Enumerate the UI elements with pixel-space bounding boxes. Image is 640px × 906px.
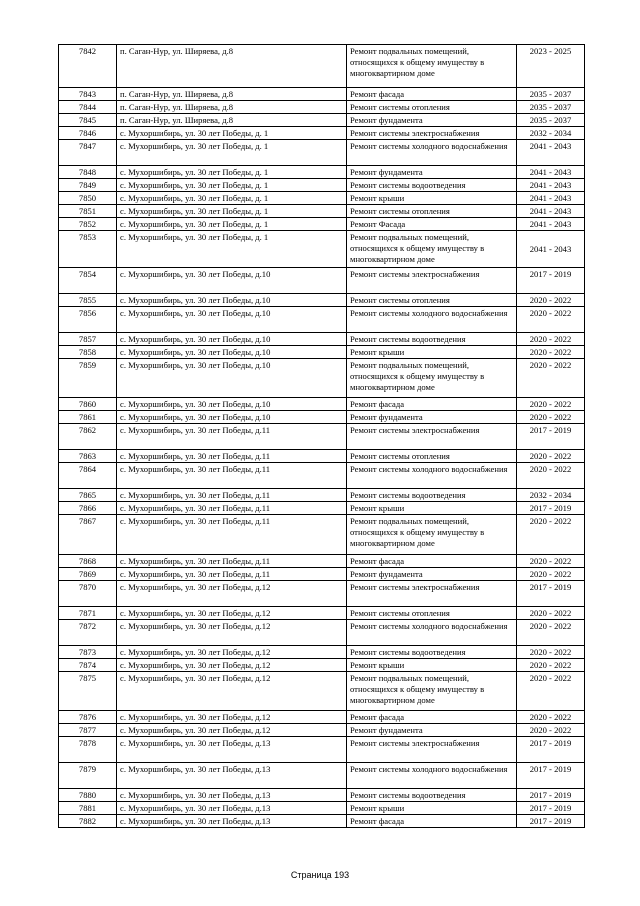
work-type-cell: Ремонт фундамента	[347, 568, 517, 581]
row-number-cell: 7880	[59, 789, 117, 802]
table-row	[59, 88, 585, 101]
work-type-cell: Ремонт крыши	[347, 192, 517, 205]
address-cell: с. Мухоршибирь, ул. 30 лет Победы, д. 1	[117, 192, 347, 205]
work-type-cell: Ремонт подвальных помещений, относящихся к общему имуществу в многоквартирном доме	[347, 231, 517, 268]
work-type-cell: Ремонт системы электроснабжения	[347, 424, 517, 450]
period-cell: 2020 - 2022	[517, 724, 585, 737]
row-number-cell: 7864	[59, 463, 117, 489]
row-number-cell: 7842	[59, 45, 117, 88]
period-cell: 2017 - 2019	[517, 737, 585, 763]
table-row	[59, 802, 585, 815]
row-number-cell: 7854	[59, 268, 117, 294]
address-cell: с. Мухоршибирь, ул. 30 лет Победы, д. 1	[117, 179, 347, 192]
period-cell: 2035 - 2037	[517, 101, 585, 114]
row-number-cell: 7855	[59, 294, 117, 307]
row-number-cell: 7851	[59, 205, 117, 218]
row-number-cell: 7862	[59, 424, 117, 450]
address-cell: с. Мухоршибирь, ул. 30 лет Победы, д.12	[117, 581, 347, 607]
table-row	[59, 359, 585, 398]
period-cell: 2041 - 2043	[517, 179, 585, 192]
table-row	[59, 268, 585, 294]
period-cell: 2020 - 2022	[517, 711, 585, 724]
address-cell: с. Мухоршибирь, ул. 30 лет Победы, д. 1	[117, 140, 347, 166]
page-number: Страница 193	[290, 870, 350, 880]
row-number-cell: 7876	[59, 711, 117, 724]
row-number-cell: 7881	[59, 802, 117, 815]
row-number-cell: 7865	[59, 489, 117, 502]
row-number-cell: 7882	[59, 815, 117, 828]
row-number-cell: 7875	[59, 672, 117, 711]
period-cell: 2017 - 2019	[517, 502, 585, 515]
work-type-cell: Ремонт крыши	[347, 346, 517, 359]
table-row	[59, 101, 585, 114]
address-cell: с. Мухоршибирь, ул. 30 лет Победы, д.11	[117, 568, 347, 581]
period-cell: 2020 - 2022	[517, 672, 585, 711]
address-cell: с. Мухоршибирь, ул. 30 лет Победы, д.10	[117, 398, 347, 411]
period-cell: 2032 - 2034	[517, 127, 585, 140]
work-type-cell: Ремонт крыши	[347, 502, 517, 515]
work-type-cell: Ремонт системы электроснабжения	[347, 581, 517, 607]
address-cell: с. Мухоршибирь, ул. 30 лет Победы, д.10	[117, 359, 347, 398]
table-row	[59, 502, 585, 515]
address-cell: с. Мухоршибирь, ул. 30 лет Победы, д.12	[117, 646, 347, 659]
address-cell: с. Мухоршибирь, ул. 30 лет Победы, д.10	[117, 411, 347, 424]
row-number-cell: 7869	[59, 568, 117, 581]
table-row	[59, 333, 585, 346]
row-number-cell: 7867	[59, 515, 117, 555]
work-type-cell: Ремонт системы электроснабжения	[347, 127, 517, 140]
row-number-cell: 7861	[59, 411, 117, 424]
address-cell: с. Мухоршибирь, ул. 30 лет Победы, д.13	[117, 737, 347, 763]
work-type-cell: Ремонт системы водоотведения	[347, 179, 517, 192]
work-type-cell: Ремонт системы отопления	[347, 294, 517, 307]
work-type-cell: Ремонт системы электроснабжения	[347, 737, 517, 763]
table-row	[59, 711, 585, 724]
period-cell: 2017 - 2019	[517, 581, 585, 607]
address-cell: с. Мухоршибирь, ул. 30 лет Победы, д.11	[117, 424, 347, 450]
work-type-cell: Ремонт системы холодного водоснабжения	[347, 140, 517, 166]
address-cell: с. Мухоршибирь, ул. 30 лет Победы, д.11	[117, 555, 347, 568]
period-cell: 2017 - 2019	[517, 268, 585, 294]
period-cell: 2032 - 2034	[517, 489, 585, 502]
period-cell: 2020 - 2022	[517, 620, 585, 646]
row-number-cell: 7843	[59, 88, 117, 101]
table-row	[59, 140, 585, 166]
row-number-cell: 7850	[59, 192, 117, 205]
work-type-cell: Ремонт фундамента	[347, 724, 517, 737]
table-row	[59, 127, 585, 140]
work-type-cell: Ремонт системы отопления	[347, 607, 517, 620]
row-number-cell: 7852	[59, 218, 117, 231]
work-type-cell: Ремонт фасада	[347, 711, 517, 724]
work-type-cell: Ремонт системы водоотведения	[347, 489, 517, 502]
work-type-cell: Ремонт фундамента	[347, 114, 517, 127]
table-row	[59, 659, 585, 672]
work-type-cell: Ремонт системы отопления	[347, 205, 517, 218]
work-type-cell: Ремонт системы холодного водоснабжения	[347, 763, 517, 789]
table-row	[59, 737, 585, 763]
table-row	[59, 307, 585, 333]
period-cell: 2020 - 2022	[517, 346, 585, 359]
table-row	[59, 166, 585, 179]
row-number-cell: 7844	[59, 101, 117, 114]
period-cell: 2041 - 2043	[517, 218, 585, 231]
table-row	[59, 179, 585, 192]
address-cell: с. Мухоршибирь, ул. 30 лет Победы, д.11	[117, 450, 347, 463]
repair-schedule-table	[58, 44, 585, 828]
address-cell: с. Мухоршибирь, ул. 30 лет Победы, д.12	[117, 672, 347, 711]
period-cell: 2020 - 2022	[517, 515, 585, 555]
period-cell: 2020 - 2022	[517, 333, 585, 346]
period-cell: 2017 - 2019	[517, 424, 585, 450]
address-cell: с. Мухоршибирь, ул. 30 лет Победы, д.13	[117, 802, 347, 815]
row-number-cell: 7857	[59, 333, 117, 346]
address-cell: с. Мухоршибирь, ул. 30 лет Победы, д. 1	[117, 231, 347, 268]
address-cell: п. Саган-Нур, ул. Ширяева, д.8	[117, 114, 347, 127]
row-number-cell: 7866	[59, 502, 117, 515]
period-cell: 2017 - 2019	[517, 815, 585, 828]
work-type-cell: Ремонт системы водоотведения	[347, 789, 517, 802]
table-row	[59, 763, 585, 789]
period-cell: 2020 - 2022	[517, 646, 585, 659]
work-type-cell: Ремонт крыши	[347, 659, 517, 672]
period-cell: 2017 - 2019	[517, 789, 585, 802]
period-cell: 2020 - 2022	[517, 555, 585, 568]
address-cell: с. Мухоршибирь, ул. 30 лет Победы, д.11	[117, 489, 347, 502]
table-body	[59, 45, 585, 828]
address-cell: с. Мухоршибирь, ул. 30 лет Победы, д.10	[117, 294, 347, 307]
row-number-cell: 7859	[59, 359, 117, 398]
period-cell: 2020 - 2022	[517, 359, 585, 398]
address-cell: с. Мухоршибирь, ул. 30 лет Победы, д. 1	[117, 218, 347, 231]
address-cell: с. Мухоршибирь, ул. 30 лет Победы, д.12	[117, 659, 347, 672]
row-number-cell: 7874	[59, 659, 117, 672]
table-row	[59, 192, 585, 205]
work-type-cell: Ремонт системы электроснабжения	[347, 268, 517, 294]
period-cell: 2020 - 2022	[517, 307, 585, 333]
period-cell: 2041 - 2043	[517, 231, 585, 268]
row-number-cell: 7868	[59, 555, 117, 568]
address-cell: с. Мухоршибирь, ул. 30 лет Победы, д.13	[117, 815, 347, 828]
address-cell: с. Мухоршибирь, ул. 30 лет Победы, д.13	[117, 763, 347, 789]
address-cell: с. Мухоршибирь, ул. 30 лет Победы, д. 1	[117, 205, 347, 218]
row-number-cell: 7849	[59, 179, 117, 192]
work-type-cell: Ремонт подвальных помещений, относящихся к общему имуществу в многоквартирном доме	[347, 515, 517, 555]
address-cell: с. Мухоршибирь, ул. 30 лет Победы, д.11	[117, 463, 347, 489]
work-type-cell: Ремонт фасада	[347, 88, 517, 101]
table-row	[59, 398, 585, 411]
period-cell: 2041 - 2043	[517, 205, 585, 218]
address-cell: с. Мухоршибирь, ул. 30 лет Победы, д.10	[117, 346, 347, 359]
row-number-cell: 7860	[59, 398, 117, 411]
work-type-cell: Ремонт фундамента	[347, 411, 517, 424]
work-type-cell: Ремонт Фасада	[347, 218, 517, 231]
table-row	[59, 346, 585, 359]
table-row	[59, 411, 585, 424]
table-row	[59, 515, 585, 555]
table-row	[59, 620, 585, 646]
table-row	[59, 450, 585, 463]
period-cell: 2041 - 2043	[517, 140, 585, 166]
row-number-cell: 7847	[59, 140, 117, 166]
row-number-cell: 7856	[59, 307, 117, 333]
table-row	[59, 581, 585, 607]
table-row	[59, 672, 585, 711]
table-row	[59, 294, 585, 307]
work-type-cell: Ремонт крыши	[347, 802, 517, 815]
address-cell: с. Мухоршибирь, ул. 30 лет Победы, д. 1	[117, 166, 347, 179]
address-cell: с. Мухоршибирь, ул. 30 лет Победы, д.12	[117, 620, 347, 646]
work-type-cell: Ремонт фасада	[347, 555, 517, 568]
period-cell: 2020 - 2022	[517, 450, 585, 463]
row-number-cell: 7878	[59, 737, 117, 763]
address-cell: с. Мухоршибирь, ул. 30 лет Победы, д.12	[117, 607, 347, 620]
table-row	[59, 218, 585, 231]
row-number-cell: 7871	[59, 607, 117, 620]
work-type-cell: Ремонт подвальных помещений, относящихся к общему имуществу в многоквартирном доме	[347, 45, 517, 88]
table-row	[59, 424, 585, 450]
table-row	[59, 114, 585, 127]
period-cell: 2035 - 2037	[517, 114, 585, 127]
period-cell: 2041 - 2043	[517, 192, 585, 205]
work-type-cell: Ремонт подвальных помещений, относящихся к общему имуществу в многоквартирном доме	[347, 359, 517, 398]
period-cell: 2020 - 2022	[517, 411, 585, 424]
period-cell: 2020 - 2022	[517, 463, 585, 489]
period-cell: 2020 - 2022	[517, 607, 585, 620]
table-row	[59, 568, 585, 581]
table-row	[59, 815, 585, 828]
table-row	[59, 463, 585, 489]
row-number-cell: 7877	[59, 724, 117, 737]
address-cell: с. Мухоршибирь, ул. 30 лет Победы, д.10	[117, 268, 347, 294]
table-row	[59, 607, 585, 620]
work-type-cell: Ремонт системы водоотведения	[347, 646, 517, 659]
address-cell: с. Мухоршибирь, ул. 30 лет Победы, д.10	[117, 307, 347, 333]
table-row	[59, 489, 585, 502]
work-type-cell: Ремонт системы отопления	[347, 450, 517, 463]
work-type-cell: Ремонт фундамента	[347, 166, 517, 179]
table-row	[59, 231, 585, 268]
work-type-cell: Ремонт фасада	[347, 398, 517, 411]
period-cell: 2017 - 2019	[517, 802, 585, 815]
table-row	[59, 45, 585, 88]
work-type-cell: Ремонт подвальных помещений, относящихся к общему имуществу в многоквартирном доме	[347, 672, 517, 711]
address-cell: п. Саган-Нур, ул. Ширяева, д.8	[117, 45, 347, 88]
period-cell: 2017 - 2019	[517, 763, 585, 789]
address-cell: с. Мухоршибирь, ул. 30 лет Победы, д.11	[117, 502, 347, 515]
row-number-cell: 7863	[59, 450, 117, 463]
work-type-cell: Ремонт фасада	[347, 815, 517, 828]
address-cell: п. Саган-Нур, ул. Ширяева, д.8	[117, 88, 347, 101]
work-type-cell: Ремонт системы холодного водоснабжения	[347, 307, 517, 333]
address-cell: п. Саган-Нур, ул. Ширяева, д.8	[117, 101, 347, 114]
period-cell: 2020 - 2022	[517, 659, 585, 672]
address-cell: с. Мухоршибирь, ул. 30 лет Победы, д.11	[117, 515, 347, 555]
table-row	[59, 789, 585, 802]
work-type-cell: Ремонт системы отопления	[347, 101, 517, 114]
table-row	[59, 724, 585, 737]
address-cell: с. Мухоршибирь, ул. 30 лет Победы, д.12	[117, 724, 347, 737]
period-cell: 2035 - 2037	[517, 88, 585, 101]
address-cell: с. Мухоршибирь, ул. 30 лет Победы, д.12	[117, 711, 347, 724]
row-number-cell: 7858	[59, 346, 117, 359]
work-type-cell: Ремонт системы холодного водоснабжения	[347, 620, 517, 646]
period-cell: 2023 - 2025	[517, 45, 585, 88]
row-number-cell: 7845	[59, 114, 117, 127]
table-row	[59, 555, 585, 568]
row-number-cell: 7853	[59, 231, 117, 268]
row-number-cell: 7873	[59, 646, 117, 659]
period-cell: 2020 - 2022	[517, 398, 585, 411]
row-number-cell: 7846	[59, 127, 117, 140]
address-cell: с. Мухоршибирь, ул. 30 лет Победы, д.10	[117, 333, 347, 346]
table-row	[59, 205, 585, 218]
period-cell: 2020 - 2022	[517, 568, 585, 581]
address-cell: с. Мухоршибирь, ул. 30 лет Победы, д.13	[117, 789, 347, 802]
work-type-cell: Ремонт системы холодного водоснабжения	[347, 463, 517, 489]
period-cell: 2020 - 2022	[517, 294, 585, 307]
period-cell: 2041 - 2043	[517, 166, 585, 179]
address-cell: с. Мухоршибирь, ул. 30 лет Победы, д. 1	[117, 127, 347, 140]
row-number-cell: 7848	[59, 166, 117, 179]
work-type-cell: Ремонт системы водоотведения	[347, 333, 517, 346]
table-row	[59, 646, 585, 659]
row-number-cell: 7879	[59, 763, 117, 789]
row-number-cell: 7872	[59, 620, 117, 646]
row-number-cell: 7870	[59, 581, 117, 607]
